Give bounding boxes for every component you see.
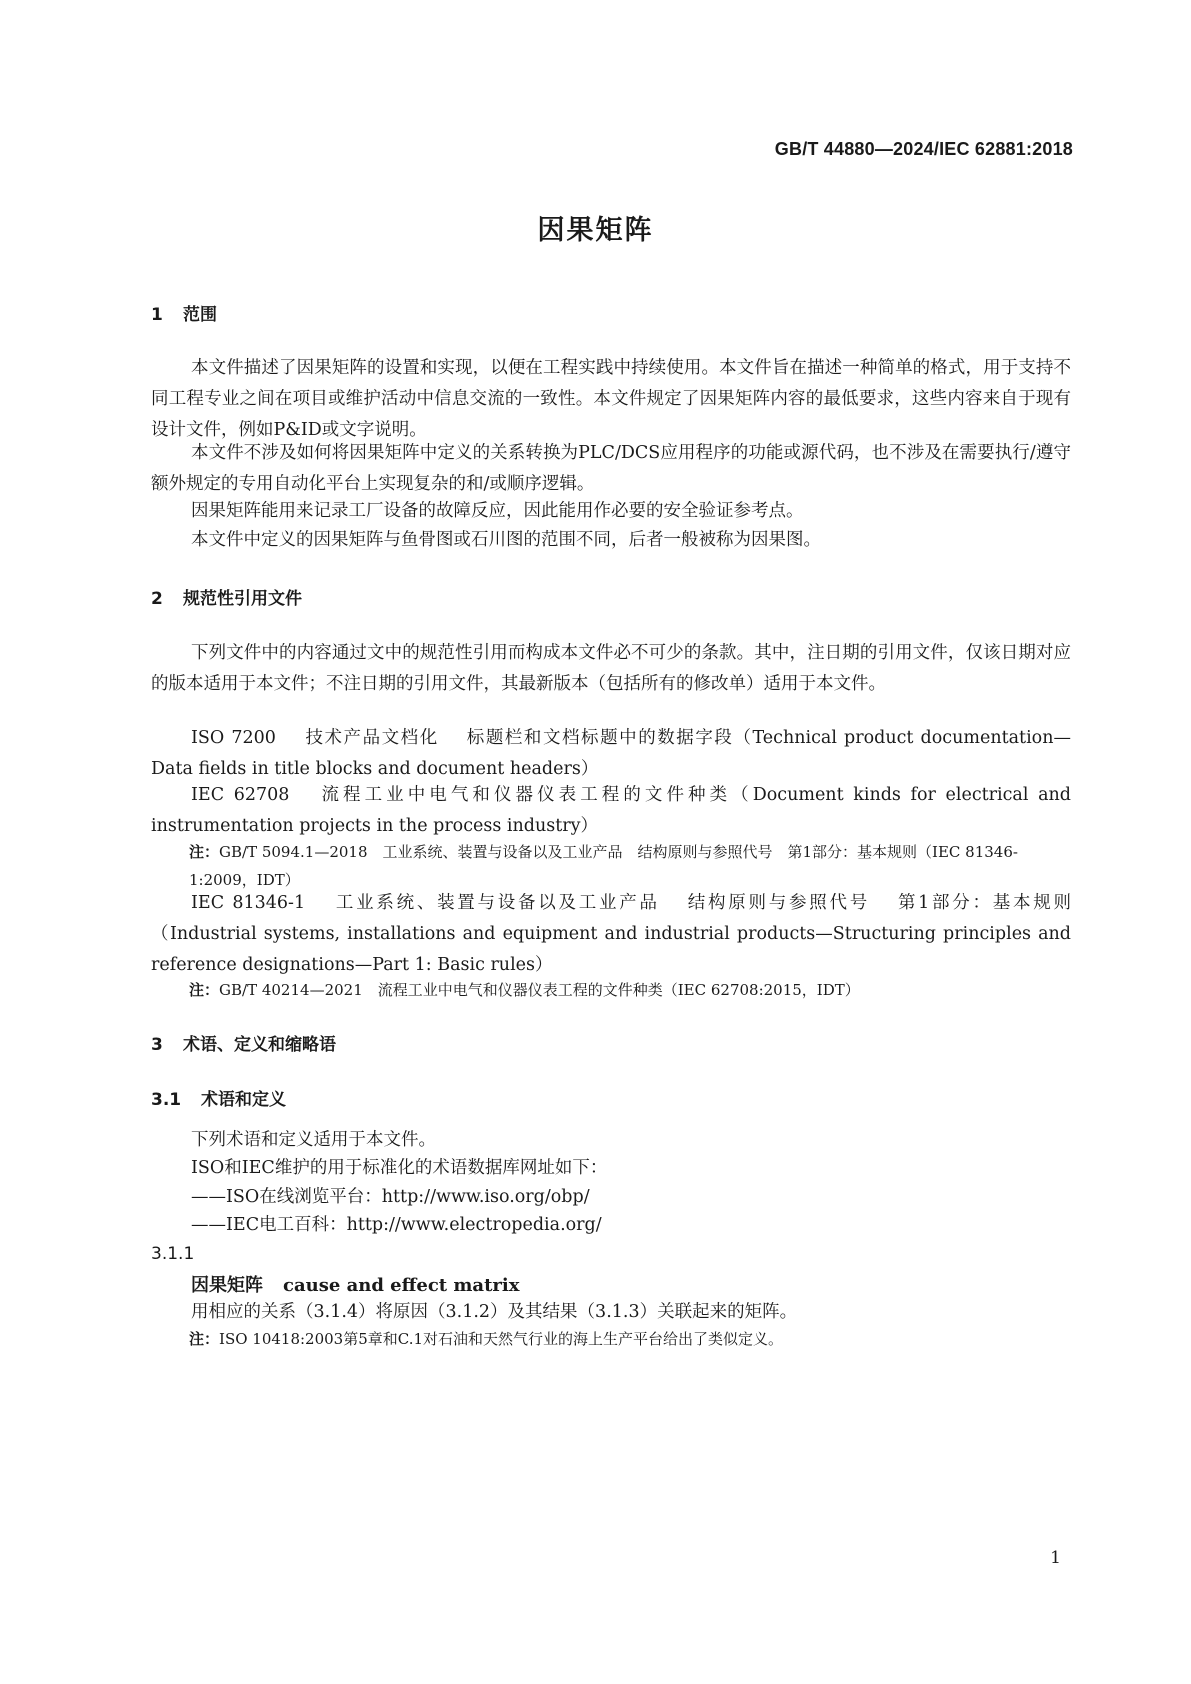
section-number: 3.1 (151, 1090, 182, 1110)
iec-electropedia-link[interactable]: ——IEC电工百科：http://www.electropedia.org/ (191, 1215, 602, 1235)
reference-english: （Document kinds for electrical and instrumentation projects in the process industry） (151, 785, 1071, 836)
reference-title: 工业系统、装置与设备以及工业产品 (333, 893, 660, 913)
reference-iec-81346-1 (151, 888, 1071, 981)
term-definition: 用相应的关系（3.1.4）将原因（3.1.2）及其结果（3.1.3）关联起来的矩阵。 (191, 1302, 798, 1322)
reference-note-2 (189, 976, 1071, 1004)
section-number: 2 (151, 589, 163, 609)
normative-intro: 下列文件中的内容通过文中的规范性引用而构成本文件必不可少的条款。其中，注日期的引用文件，仅该日期对应的版本适用于本文件；不注日期的引用文件，其最新版本（包括所有的修改单）适用于本文件。 (151, 643, 1071, 694)
reference-code: ISO 7200 (191, 728, 276, 748)
note-text: ISO 10418:2003第5章和C.1对石油和天然气行业的海上生产平台给出了类似定义。 (219, 1330, 784, 1348)
reference-title: 技术产品文档化 (303, 728, 439, 748)
scope-paragraph-2: 本文件不涉及如何将因果矩阵中定义的关系转换为PLC/DCS应用程序的功能或源代码，也不涉及在需要执行/遵守额外规定的专用自动化平台上实现复杂的和/或顺序逻辑。 (151, 443, 1071, 494)
section-number: 3 (151, 1035, 163, 1055)
reference-english: （Industrial systems, installations and equipment and industrial products—Structuring principles and reference designations—Part 1: Basic rules） (151, 924, 1071, 975)
reference-title: 流程工业中电气和仪器仪表工程的文件种类 (317, 785, 732, 805)
section-3-1-heading (151, 1085, 286, 1110)
reference-code: IEC 62708 (191, 785, 290, 805)
note-label: 注： (189, 843, 220, 861)
terms-intro: 下列术语和定义适用于本文件。 (191, 1130, 436, 1150)
reference-code: IEC 81346-1 (191, 893, 306, 913)
scope-paragraph-3: 因果矩阵能用来记录工厂设备的故障反应，因此能用作必要的安全验证参考点。 (191, 501, 804, 521)
section-title: 术语和定义 (201, 1090, 286, 1110)
section-number: 1 (151, 305, 163, 325)
note-label: 注： (189, 981, 220, 999)
document-title: 因果矩阵 (537, 215, 654, 246)
section-title: 规范性引用文件 (183, 589, 302, 609)
reference-english: （Technical product documentation—Data fields in title blocks and document headers） (151, 728, 1071, 779)
reference-iso-7200 (151, 723, 1071, 785)
term-chinese: 因果矩阵 (191, 1275, 263, 1296)
term-note (189, 1325, 1071, 1353)
reference-iec-62708 (151, 780, 1071, 842)
scope-paragraph-4: 本文件中定义的因果矩阵与鱼骨图或石川图的范围不同，后者一般被称为因果图。 (191, 530, 821, 550)
term-english: cause and effect matrix (283, 1275, 520, 1296)
section-2-heading (151, 584, 302, 609)
reference-subtitle: 结构原则与参照代号 (687, 893, 870, 913)
term-number: 3.1.1 (151, 1244, 195, 1264)
section-3-heading (151, 1030, 336, 1055)
term-heading (191, 1271, 519, 1297)
section-1-heading (151, 300, 217, 325)
reference-note-1 (189, 838, 1071, 894)
note-text: GB/T 40214—2021 流程工业中电气和仪器仪表工程的文件种类（IEC 62708:2015，IDT） (219, 981, 860, 999)
reference-subtitle: 标题栏和文档标题中的数据字段 (466, 728, 734, 748)
reference-part: 第1部分：基本规则 (897, 893, 1072, 913)
page-number: 1 (1050, 1548, 1061, 1568)
note-text: GB/T 5094.1—2018 工业系统、装置与设备以及工业产品 结构原则与参照代号 第1部分：基本规则（IEC 81346-1:2009，IDT） (189, 843, 1018, 889)
section-title: 范围 (183, 305, 217, 325)
iso-obp-link[interactable]: ——ISO在线浏览平台：http://www.iso.org/obp/ (191, 1187, 590, 1207)
scope-paragraph-1: 本文件描述了因果矩阵的设置和实现，以便在工程实践中持续使用。本文件旨在描述一种简单的格式，用于支持不同工程专业之间在项目或维护活动中信息交流的一致性。本文件规定了因果矩阵内容的最低要求，这些内容来自于现有设计文件，例如P&ID或文字说明。 (151, 358, 1071, 440)
section-title: 术语、定义和缩略语 (183, 1035, 336, 1055)
standard-code: GB/T 44880—2024/IEC 62881:2018 (774, 139, 1073, 159)
terms-database-intro: ISO和IEC维护的用于标准化的术语数据库网址如下： (191, 1158, 608, 1178)
note-label: 注： (189, 1330, 220, 1348)
